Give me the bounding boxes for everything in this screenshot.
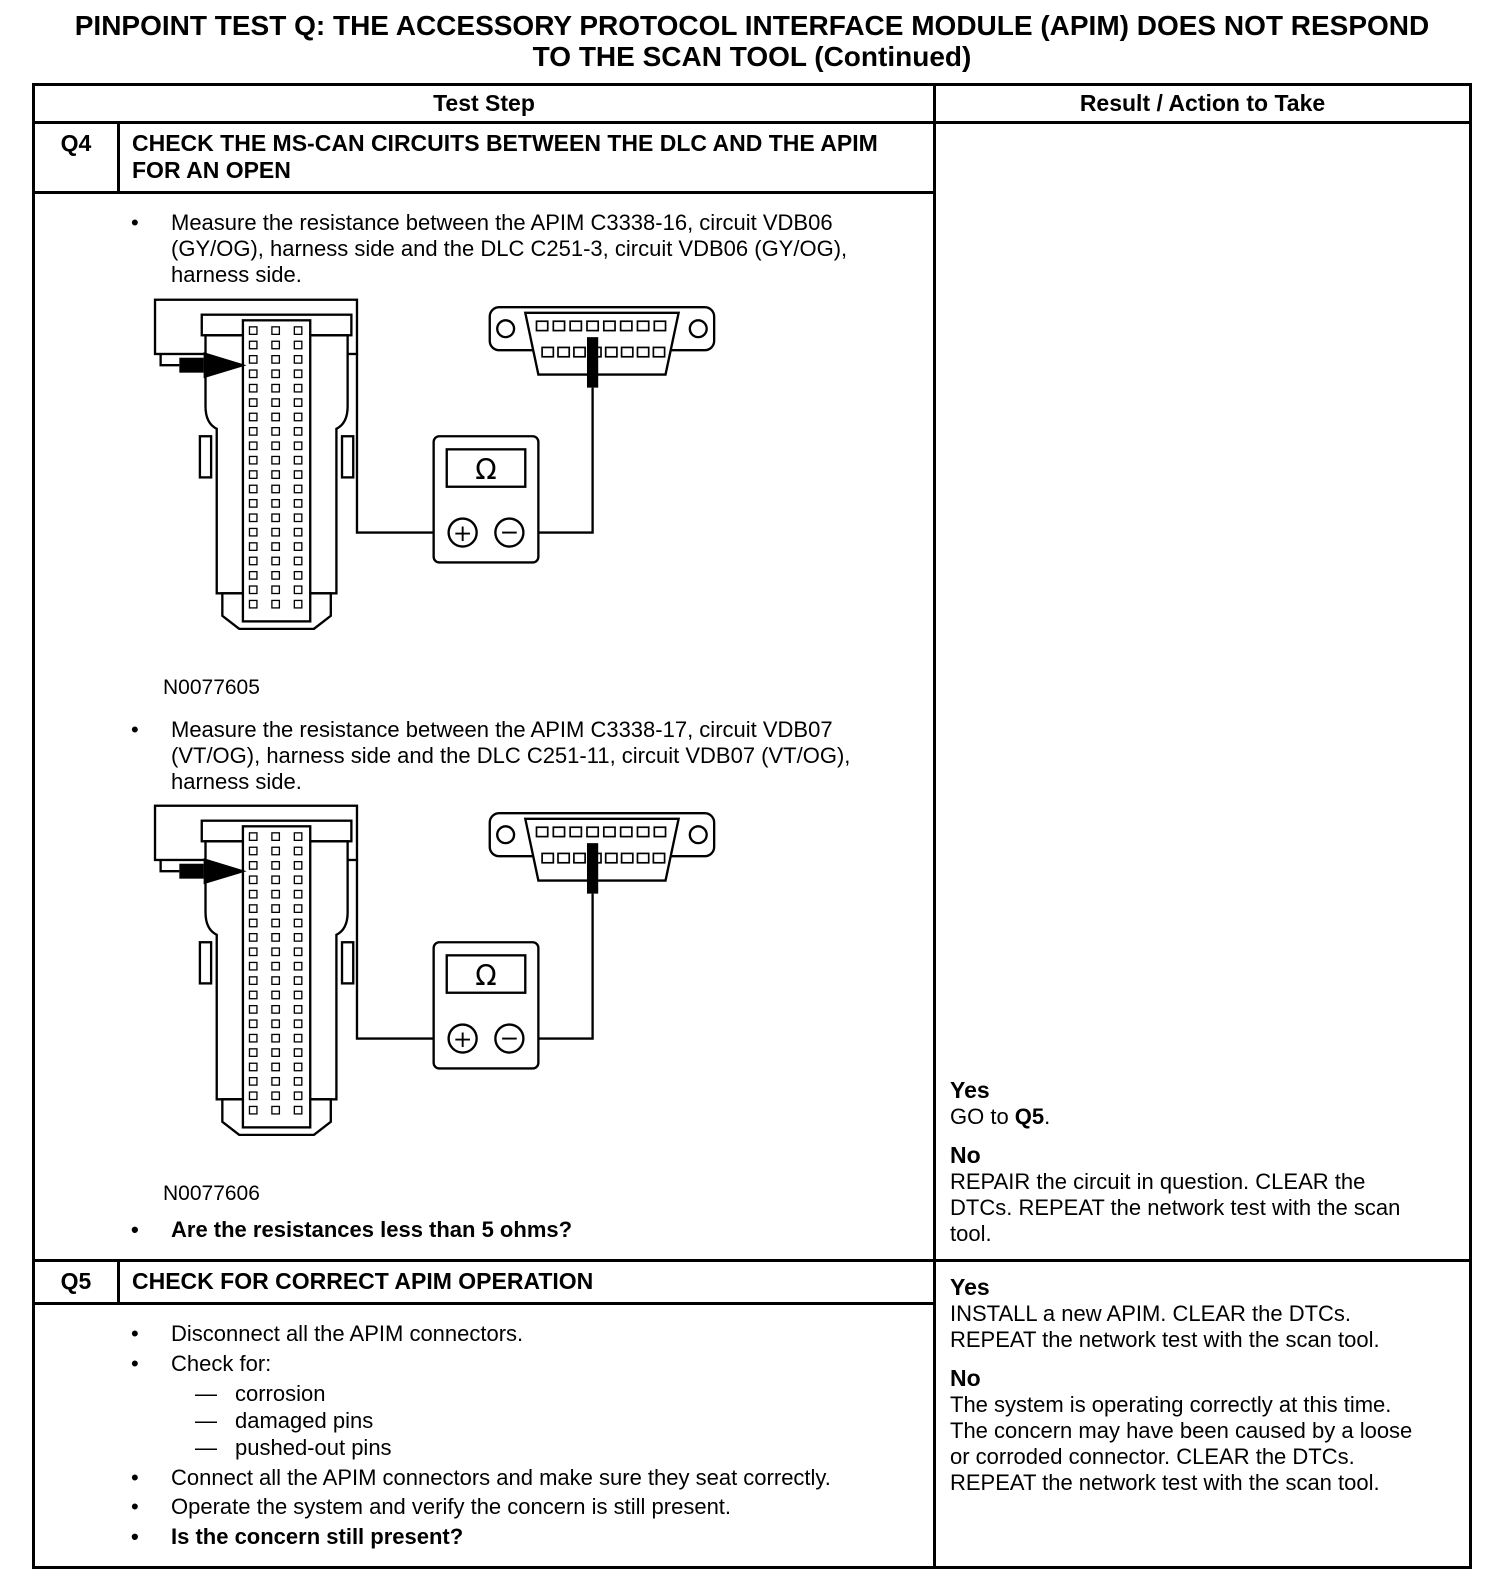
instruction-text: Measure the resistance between the APIM C3338-17, circuit VDB07 (VT/OG), harness side and the DLC C251-11, circuit VDB07 (VT/OG), harness side.	[171, 716, 851, 794]
result-no-action: The system is operating correctly at this time. The concern may have been caused by a loose or corroded connector. CLEAR the DTCs. REPEAT the network test with the scan tool.	[950, 1392, 1413, 1496]
instruction-item	[35, 1351, 933, 1377]
bullet-icon: •	[131, 1464, 139, 1490]
instruction-item	[35, 1465, 933, 1491]
instruction-item	[35, 717, 933, 795]
instruction-text: Measure the resistance between the APIM C3338-16, circuit VDB06 (GY/OG), harness side and the DLC C251-3, circuit VDB06 (GY/OG), harness side.	[171, 210, 848, 287]
result-yes-label: Yes	[950, 1077, 990, 1104]
result-no-label: No	[950, 1142, 981, 1169]
column-header-result: Result / Action to Take	[933, 86, 1469, 121]
step-content-q4	[35, 194, 933, 1259]
result-yes-action-post: .	[1044, 1104, 1051, 1130]
instruction-text: Operate the system and verify the concern is still present.	[171, 1494, 732, 1520]
test-step-cell-q4	[35, 124, 933, 1259]
figure-n0077605	[153, 296, 933, 701]
result-no-action: REPAIR the circuit in question. CLEAR the DTCs. REPEAT the network test with the scan tool.	[950, 1169, 1401, 1247]
step-id-q5: Q5	[35, 1262, 120, 1302]
sub-instruction-item	[35, 1435, 933, 1461]
result-cell-q5	[933, 1262, 1469, 1566]
bullet-icon: •	[131, 1320, 139, 1346]
sub-instruction-item	[35, 1381, 933, 1407]
page-title-line2: TO THE SCAN TOOL (Continued)	[532, 41, 972, 73]
step-title-band-q5	[35, 1262, 933, 1305]
test-step-cell-q5	[35, 1262, 933, 1566]
sub-instruction-text: damaged pins	[235, 1407, 374, 1433]
bullet-icon: •	[131, 716, 139, 742]
sub-instruction-item	[35, 1408, 933, 1434]
bullet-icon: •	[131, 1524, 139, 1550]
dash-icon: —	[195, 1380, 217, 1406]
step-content-q5	[35, 1305, 933, 1567]
result-yes-label: Yes	[950, 1274, 990, 1301]
dash-icon: —	[195, 1407, 217, 1433]
figure-label: N0077606	[163, 1182, 260, 1206]
question-text: Is the concern still present?	[171, 1524, 464, 1550]
column-header-test-step: Test Step	[433, 89, 535, 116]
result-yes-action: INSTALL a new APIM. CLEAR the DTCs. REPEAT the network test with the scan tool.	[950, 1301, 1380, 1353]
table-row-q5	[35, 1259, 1469, 1566]
instruction-item	[35, 210, 933, 288]
measurement-diagram-1	[153, 296, 733, 670]
page-title-line1: PINPOINT TEST Q: THE ACCESSORY PROTOCOL INTERFACE MODULE (APIM) DOES NOT RESPOND	[74, 10, 1430, 41]
result-no-label: No	[950, 1365, 981, 1392]
bullet-icon: •	[131, 1494, 139, 1520]
result-yes-action	[950, 1104, 1432, 1130]
step-id-q4: Q4	[35, 124, 120, 191]
result-yes-action-pre: GO to	[950, 1104, 1015, 1130]
figure-label: N0077605	[163, 675, 260, 699]
measurement-diagram-2	[153, 802, 733, 1176]
pinpoint-test-table	[32, 83, 1472, 1570]
figure-n0077606	[153, 802, 933, 1207]
step-title-band-q4	[35, 124, 933, 194]
sub-instruction-text: corrosion	[235, 1380, 326, 1406]
instruction-text: Connect all the APIM connectors and make sure they seat correctly.	[171, 1464, 831, 1490]
bullet-icon: •	[131, 1217, 139, 1243]
bullet-icon: •	[131, 210, 139, 236]
result-cell-q4	[933, 124, 1469, 1259]
instruction-text: Check for:	[171, 1350, 272, 1376]
table-row-q4	[35, 124, 1469, 1259]
instruction-item	[35, 1321, 933, 1347]
dash-icon: —	[195, 1434, 217, 1460]
question-text: Are the resistances less than 5 ohms?	[171, 1217, 573, 1243]
result-yes-action-ref: Q5	[1014, 1104, 1045, 1130]
question-item	[35, 1217, 933, 1243]
bullet-icon: •	[131, 1350, 139, 1376]
question-item	[35, 1524, 933, 1550]
page-title	[32, 10, 1472, 73]
step-title-q5: CHECK FOR CORRECT APIM OPERATION	[132, 1268, 594, 1295]
step-title-q4: CHECK THE MS-CAN CIRCUITS BETWEEN THE DLC AND THE APIM FOR AN OPEN	[132, 129, 878, 184]
table-header-row	[35, 86, 1469, 124]
instruction-text: Disconnect all the APIM connectors.	[171, 1320, 524, 1346]
instruction-item	[35, 1494, 933, 1520]
sub-instruction-text: pushed-out pins	[235, 1434, 392, 1460]
